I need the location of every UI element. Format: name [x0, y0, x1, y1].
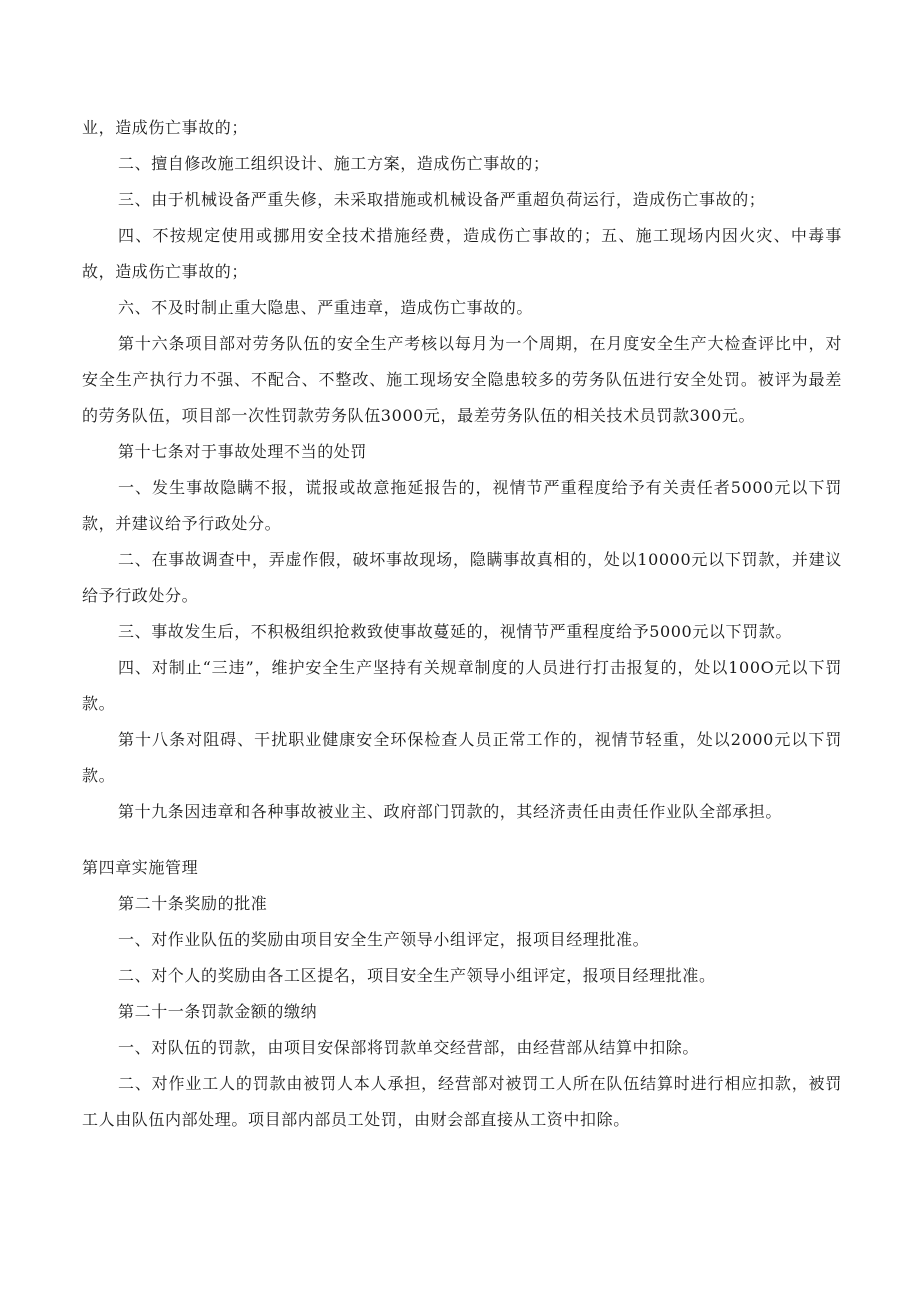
section-after	[82, 886, 842, 1138]
chapter-heading: 第四章实施管理	[82, 858, 199, 877]
article-17-heading: 第十七条对于事故处理不当的处罚	[118, 442, 368, 461]
paragraph: 二、对作业工人的罚款由被罚人本人承担，经营部对被罚工人所在队伍结算时进行相应扣款，被罚工人由队伍内部处理。项目部内部员工处罚，由财会部直接从工资中扣除。	[82, 1074, 842, 1129]
document-page	[82, 110, 842, 1138]
paragraph: 四、对制止“三违”，维护安全生产坚持有关规章制度的人员进行打击报复的，处以100O元以下罚款。	[82, 658, 842, 713]
article-21-heading: 第二十一条罚款金额的缴纳	[118, 1002, 318, 1021]
paragraph: 六、不及时制止重大隐患、严重违章，造成伤亡事故的。	[118, 298, 534, 317]
paragraph: 二、对个人的奖励由各工区提名，项目安全生产领导小组评定，报项目经理批准。	[118, 966, 716, 985]
section-before	[82, 110, 842, 830]
paragraph: 二、擅自修改施工组织设计、施工方案，造成伤亡事故的；	[118, 154, 550, 173]
paragraph: 一、对作业队伍的奖励由项目安全生产领导小组评定，报项目经理批准。	[118, 930, 650, 949]
article-20-heading: 第二十条奖励的批准	[118, 894, 268, 913]
paragraph: 三、由于机械设备严重失修，未采取措施或机械设备严重超负荷运行，造成伤亡事故的；	[118, 190, 766, 209]
paragraph: 四、不按规定使用或挪用安全技术措施经费，造成伤亡事故的；五、施工现场内因火灾、中毒事故，造成伤亡事故的；	[82, 226, 842, 281]
paragraph: 二、在事故调查中，弄虚作假，破坏事故现场，隐瞒事故真相的，处以10000元以下罚款，并建议给予行政处分。	[82, 550, 842, 605]
article-19: 第十九条因违章和各种事故被业主、政府部门罚款的，其经济责任由责任作业队全部承担。	[118, 802, 783, 821]
paragraph: 一、发生事故隐瞒不报，谎报或故意拖延报告的，视情节严重程度给予有关责任者5000元以下罚款，并建议给予行政处分。	[82, 478, 842, 533]
paragraph: 业，造成伤亡事故的；	[82, 118, 249, 137]
article-16: 第十六条项目部对劳务队伍的安全生产考核以每月为一个周期，在月度安全生产大检查评比中，对安全生产执行力不强、不配合、不整改、施工现场安全隐患较多的劳务队伍进行安全处罚。被评为最差的劳务队伍，项目部一次性罚款劳务队伍3000元，最差劳务队伍的相关技术员罚款300元。	[82, 334, 842, 425]
paragraph: 三、事故发生后，不积极组织抢救致使事故蔓延的，视情节严重程度给予5000元以下罚款。	[118, 622, 792, 641]
article-18: 第十八条对阻碍、干扰职业健康安全环保检查人员正常工作的，视情节轻重，处以2000元以下罚款。	[82, 730, 842, 785]
paragraph: 一、对队伍的罚款，由项目安保部将罚款单交经营部，由经营部从结算中扣除。	[118, 1038, 700, 1057]
section-gap	[82, 830, 842, 850]
